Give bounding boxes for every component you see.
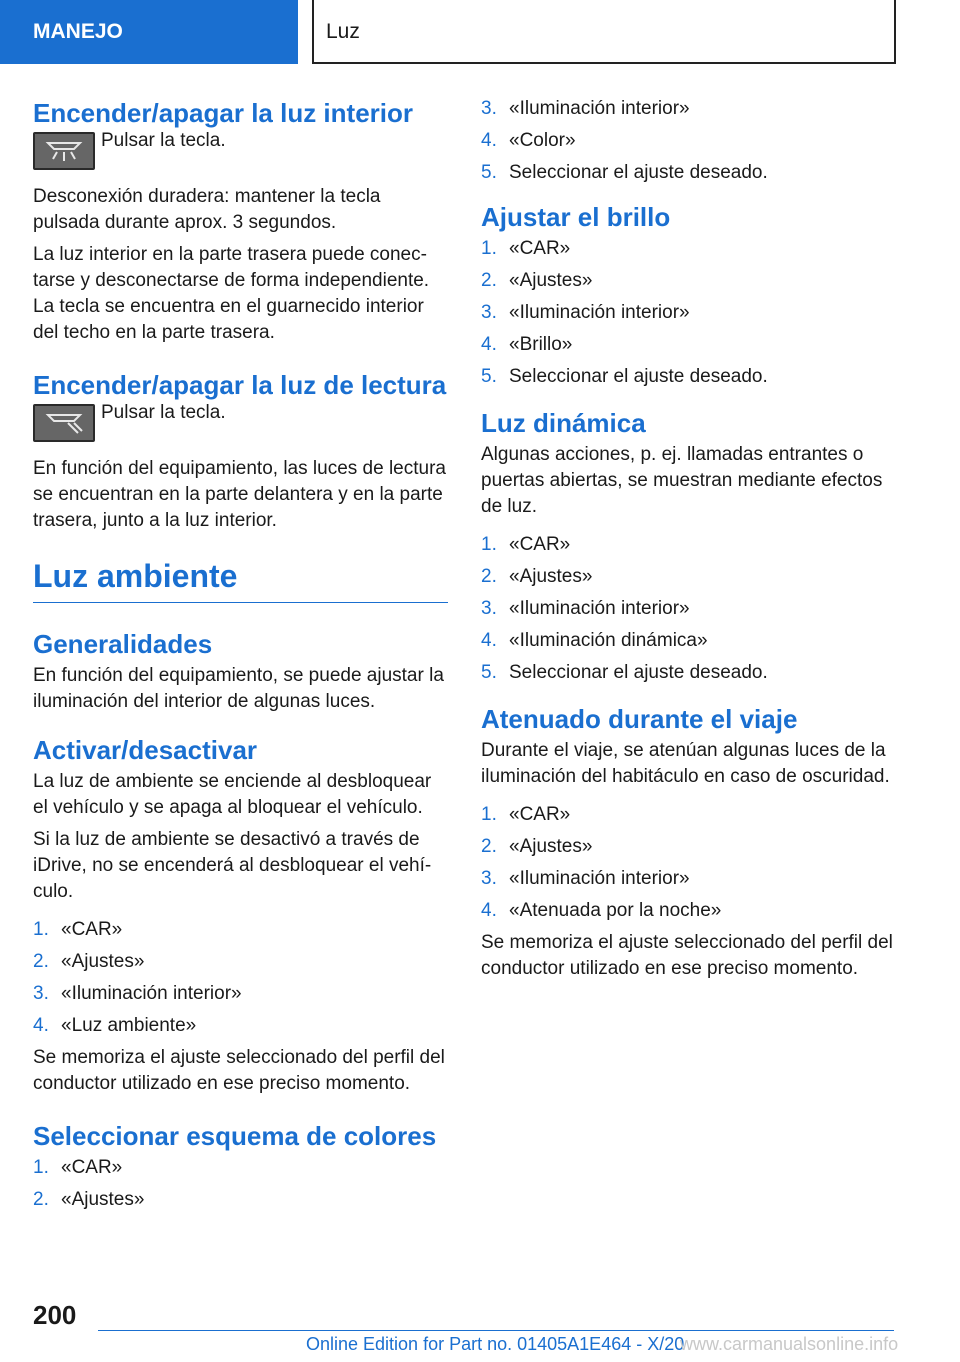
paragraph: Si la luz de ambiente se desactivó a través de iDrive, no se encenderá al desbloquear el vehículo.	[33, 829, 432, 902]
right-column	[481, 96, 901, 1004]
section-color-scheme-cont	[481, 96, 901, 186]
list-item: 1. «CAR»	[481, 804, 571, 825]
paragraph: Se memoriza el ajuste seleccionado del perfil del conductor utilizado en ese preciso momento.	[33, 1047, 445, 1094]
paragraph: La luz interior en la parte trasera puede conectarse y desconectarse de forma independiente. La tecla se encuentra en el guarnecido interior del techo en la parte trasera.	[33, 244, 430, 343]
list-item: 3. «Iluminación interior»	[481, 868, 690, 889]
list-item: 4. «Brillo»	[481, 334, 573, 355]
paragraph: La luz de ambiente se enciende al desbloquear el vehículo y se apaga al bloquear el vehículo.	[33, 771, 432, 818]
step-list	[33, 917, 448, 1039]
step-list	[481, 532, 901, 686]
list-item: 4. «Luz ambiente»	[33, 1015, 197, 1036]
step-list	[33, 1155, 448, 1213]
key-instruction	[33, 404, 448, 442]
list-item: 2. «Ajustes»	[33, 951, 145, 972]
list-item: 2. «Ajustes»	[481, 566, 593, 587]
step-list	[481, 96, 901, 186]
heading-activar: Activar/desactivar	[33, 735, 258, 765]
key-instruction-text: Pulsar la tecla.	[101, 402, 226, 423]
page-number: 200	[33, 1300, 77, 1330]
list-item: 4. «Atenuada por la noche»	[481, 900, 722, 921]
reading-light-icon	[33, 404, 95, 442]
heading-generalidades: Generalidades	[33, 629, 213, 659]
list-item: 3. «Iluminación interior»	[481, 598, 690, 619]
section-activar	[33, 733, 448, 1097]
list-item: 1. «CAR»	[481, 534, 571, 555]
section-dimmed-driving	[481, 702, 901, 982]
heading-interior-light: Encender/apagar la luz interior	[33, 98, 413, 128]
heading-dimmed-driving: Atenuado durante el viaje	[481, 704, 798, 734]
list-item: 5. Seleccionar el ajuste deseado.	[481, 162, 768, 183]
section-generalidades	[33, 627, 448, 715]
section-dynamic-light	[481, 406, 901, 686]
list-item: 4. «Color»	[481, 130, 576, 151]
watermark: www.carmanualsonline.info	[680, 1334, 899, 1354]
list-item: 1. «CAR»	[33, 919, 123, 940]
list-item: 1. «CAR»	[33, 1157, 123, 1178]
interior-light-icon	[33, 132, 95, 170]
list-item: 2. «Ajustes»	[481, 836, 593, 857]
paragraph: Durante el viaje, se atenúan algunas luces de la iluminación del habitáculo en caso de oscuridad.	[481, 740, 890, 787]
paragraph: Desconexión duradera: mantener la tecla pulsada durante aprox. 3 segundos.	[33, 186, 381, 233]
section-color-scheme	[33, 1119, 448, 1213]
list-item: 2. «Ajustes»	[481, 270, 593, 291]
list-item: 5. Seleccionar el ajuste deseado.	[481, 662, 768, 683]
heading-brightness: Ajustar el brillo	[481, 202, 671, 232]
heading-color-scheme: Seleccionar esquema de colores	[33, 1121, 437, 1151]
paragraph: En función del equipamiento, se puede ajustar la iluminación del interior de algunas luces.	[33, 665, 444, 712]
paragraph: Se memoriza el ajuste seleccionado del perfil del conductor utilizado en ese preciso momento.	[481, 932, 893, 979]
key-instruction-text: Pulsar la tecla.	[101, 130, 226, 151]
section-tab: MANEJO	[0, 0, 298, 64]
page-header-title: Luz	[312, 0, 896, 64]
step-list	[481, 236, 901, 390]
chapter-title: Luz ambiente	[33, 558, 238, 594]
footer-rule	[98, 1330, 894, 1331]
key-instruction	[33, 132, 448, 170]
list-item: 4. «Iluminación dinámica»	[481, 630, 708, 651]
list-item: 1. «CAR»	[481, 238, 571, 259]
section-reading-light	[33, 368, 448, 534]
section-interior-light	[33, 96, 448, 346]
list-item: 3. «Iluminación interior»	[481, 98, 690, 119]
edition-text: Online Edition for Part no. 01405A1E464 - X/20	[306, 1334, 685, 1354]
list-item: 5. Seleccionar el ajuste deseado.	[481, 366, 768, 387]
paragraph: En función del equipamiento, las luces de lectura se encuentran en la parte delantera y en la parte trasera, junto a la luz interior.	[33, 458, 446, 531]
left-column	[33, 96, 448, 1235]
paragraph: Algunas acciones, p. ej. llamadas entrantes o puertas abiertas, se muestran mediante efectos de luz.	[481, 444, 883, 517]
list-item: 3. «Iluminación interior»	[481, 302, 690, 323]
section-brightness	[481, 200, 901, 390]
chapter-rule	[33, 602, 448, 603]
heading-dynamic-light: Luz dinámica	[481, 408, 646, 438]
list-item: 3. «Iluminación interior»	[33, 983, 242, 1004]
heading-reading-light: Encender/apagar la luz de lectura	[33, 370, 447, 400]
step-list	[481, 802, 901, 924]
list-item: 2. «Ajustes»	[33, 1189, 145, 1210]
